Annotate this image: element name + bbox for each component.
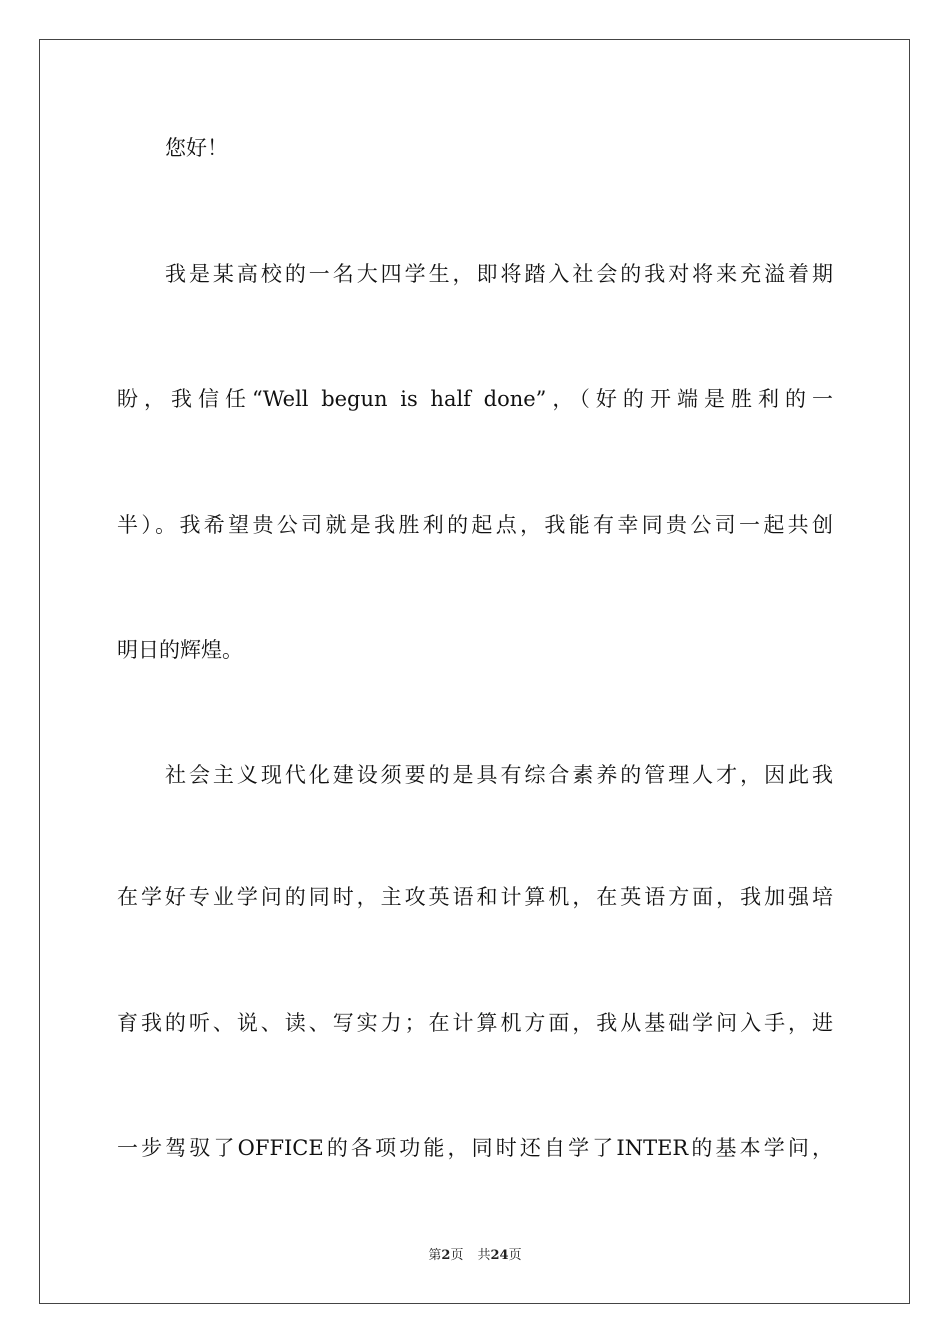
text-line: 盼，我信任“Well begun is half done”，（好的开端是胜利的一: [117, 387, 833, 411]
text-line: 社会主义现代化建设须要的是具有综合素养的管理人才，因此我: [165, 763, 833, 787]
text-line: 明日的辉煌。: [117, 638, 243, 662]
text-line: 在学好专业学问的同时，主攻英语和计算机，在英语方面，我加强培: [117, 885, 833, 909]
page-number: 2: [441, 1248, 451, 1263]
page-suffix: 页: [450, 1248, 464, 1263]
page-footer: [0, 1247, 950, 1265]
total-suffix: 页: [508, 1248, 522, 1263]
text-line: 育我的听、说、读、写实力；在计算机方面，我从基础学问入手，进: [117, 1011, 833, 1035]
page-frame: [39, 39, 910, 1304]
page-prefix: 第: [428, 1248, 442, 1263]
total-pages: 24: [490, 1248, 509, 1263]
total-prefix: 共: [477, 1248, 491, 1263]
text-line: 半）。我希望贵公司就是我胜利的起点，我能有幸同贵公司一起共创: [117, 513, 833, 537]
text-line: 一步驾驭了OFFICE的各项功能，同时还自学了INTER的基本学问，: [117, 1136, 833, 1160]
greeting-line: 您好！: [165, 136, 228, 160]
text-line: 我是某高校的一名大四学生，即将踏入社会的我对将来充溢着期: [165, 262, 833, 286]
